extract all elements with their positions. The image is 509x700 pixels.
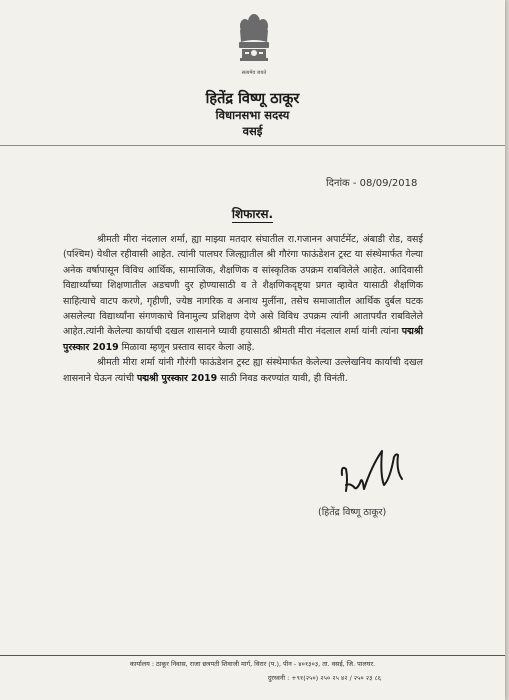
footer-phone: दुरध्वनी : +९१(२५०) २५० २५ ४२ / २५० २३ ८६ [267, 674, 382, 682]
award-name: पद्मश्री पुरस्कार 2019 [136, 372, 218, 384]
letterhead-title: विधानसभा सदस्य [215, 108, 290, 122]
body-paragraph-1 [63, 232, 423, 355]
letter-heading [0, 205, 505, 222]
letterhead-name: हितेंद्र विष्णू ठाकूर [205, 91, 300, 107]
footer-divider [0, 655, 505, 656]
body-p1-text: श्रीमती मीरा नंदलाल शर्मा, ह्या माझ्या मतदार संघातील रा.गजानन अपार्टमेंट, अंबाडी रोड, वसई (पश्चिम) येथील रहीवासी आहेत. त्यांनी पालघर जिल्ह्यातील श्री गौरंगा फाऊंडेशन ट्रस्ट या संस्थेमार्फत गेल्या अनेक वर्षापासून विविध आर्थिक, सामाजिक, शैक्षणिक व सांस्कृतिक उपक्रम राबविलेले आहेत. आदिवासी विद्यार्थ्यांच्या शिक्षणातील अडचणी दुर होण्यासाठी व ते शैक्षणिकदृष्ट्या प्रगत व्हावेत यासाठी शैक्षणिक साहित्याचे वाटप करणे, गृहीणी, ज्येष्ठ नागरिक व अनाथ मुलींना, तसेच समाजातील आर्थिक दुर्बल घटक असलेल्या विद्यार्थ्यांना संगणकाचे विनामुल्य प्रशिक्षण देणे असे विविध उपक्रम त्यांनी आतापर्यंत राबविलेले आहेत.त्यांनी केलेल्या कार्याची दखल शासनाने घ्यावी हयासाठी श्रीमती मीरा नंदलाल शर्मा यांनी त्यांना [63, 234, 423, 338]
body-p1-tail: मिळावा म्हणून प्रस्ताव सादर केला आहे. [118, 341, 255, 353]
signatory-name: (हितेंद्र विष्णू ठाकूर) [318, 507, 387, 518]
heading-text: शिफारस. [231, 207, 274, 221]
body-paragraph-2 [63, 355, 423, 386]
header-divider [0, 145, 505, 146]
state-emblem-icon [231, 12, 277, 78]
letterhead-place: वसई [242, 124, 263, 138]
handwritten-signature [336, 445, 426, 507]
body-p2-text: श्रीमती मीरा शर्मा यांनी गौरंगी फाऊंडेशन ट्रस्ट ह्या संस्थेमार्फत केलेल्या उल्लेखनिय कार्याची दखल शासनाने घेऊन त्यांची [63, 357, 423, 384]
award-name: पद्मश्री पुरस्कार 2019 [63, 326, 423, 353]
emblem-motto: सत्यमेव जयते [241, 70, 267, 76]
letter-date: दिनांक - 08/09/2018 [326, 178, 418, 189]
body-p2-tail: साठी निवड करण्यांत यावी, ही विनंती. [217, 372, 348, 384]
letter-body [63, 232, 423, 386]
footer-address: कार्यालय : ठाकूर निवास, राजा छत्रपती शिवाजी मार्ग, विरार (प.), पीन - ४०१३०३, ता. वसई, जि. पालघर. [129, 660, 376, 668]
